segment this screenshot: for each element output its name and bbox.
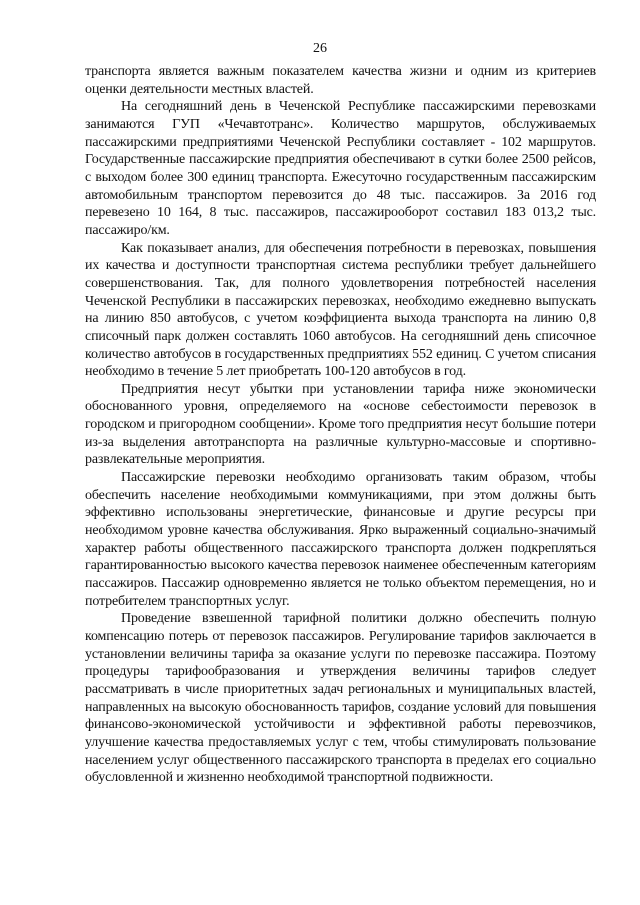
paragraph-chechavtotrans: На сегодняшний день в Чеченской Республике пассажирскими перевозками занимаются ГУП «Чечавтотранс». Количество маршрутов, обслуживаемых пассажирскими предприятиями Чеченской Республики составляет - 102 маршрутов. Государственные пассажирские предприятия обеспечивают в сутки более 2500 рейсов, с выходом более 300 единиц транспорта. Ежесуточно государственным пассажирским автомобильным транспортом перевозится до 48 тыс. пассажиров. За 2016 год перевезено 10 164, 8 тыс. пассажиров, пассажирооборот составил 183 013,2 тыс. пассажиро/км. — [85, 99, 596, 238]
paragraph-tariff-policy: Проведение взвешенной тарифной политики должно обеспечить полную компенсацию потерь от перевозок пассажиров. Регулирование тарифов заключается в установлении величины тарифа за оказание услуги по перевозке пассажира. Поэтому процедуры тарифообразования и утверждения величины тарифов следует рассматривать в числе приоритетных задач региональных и муниципальных властей, направленных на высокую обоснованность тарифов, создание условий для повышения финансово-экономической устойчивости и эффективной работы перевозчиков, улучшение качества предоставляемых услуг с тем, чтобы стимулировать пользование населением услуг общественного пассажирского транспорта в пределах его социально обусловленной и жизненно необходимой транспортной подвижности. — [85, 611, 596, 786]
page-number: 26 — [313, 41, 327, 56]
paragraph-organization: Пассажирские перевозки необходимо организовать таким образом, чтобы обеспечить население необходимыми коммуникациями, при этом должны быть эффективно использованы энергетические, финансовые и другие ресурсы при необходимом уровне качества обслуживания. Ярко выраженный социально-значимый характер работы общественного пассажирского транспорта должен подкрепляться гарантированностью высокого качества перевозок наименее обеспеченным категориям пассажиров. Пассажир одновременно является не только объектом перемещения, но и потребителем транспортных услуг. — [85, 470, 596, 609]
paragraph-losses: Предприятия несут убытки при установлении тарифа ниже экономически обоснованного уровня, определяемого на «основе себестоимости перевозок в городском и пригородном сообщении». Кроме того предприятия несут большие потери из-за выделения автотранспорта на различные культурно-массовые и спортивно-развлекательные мероприятия. — [85, 381, 596, 468]
paragraph-continuation: транспорта является важным показателем качества жизни и одним из критериев оценки деятельности местных властей. — [85, 64, 596, 97]
document-body — [85, 63, 596, 787]
paragraph-analysis: Как показывает анализ, для обеспечения потребности в перевозках, повышения их качества и доступности транспортная система республики требует дальнейшего совершенствования. Так, для полного удовлетворения потребностей населения Чеченской Республики в пассажирских перевозках, необходимо ежедневно выпускать на линию 850 автобусов, с учетом коэффициента выхода транспорта на линию 0,8 списочный парк должен составлять 1060 автобусов. На сегодняшний день списочное количество автобусов в государственных предприятиях 552 единиц. С учетом списания необходимо в течение 5 лет приобретать 100-120 автобусов в год. — [85, 240, 596, 380]
